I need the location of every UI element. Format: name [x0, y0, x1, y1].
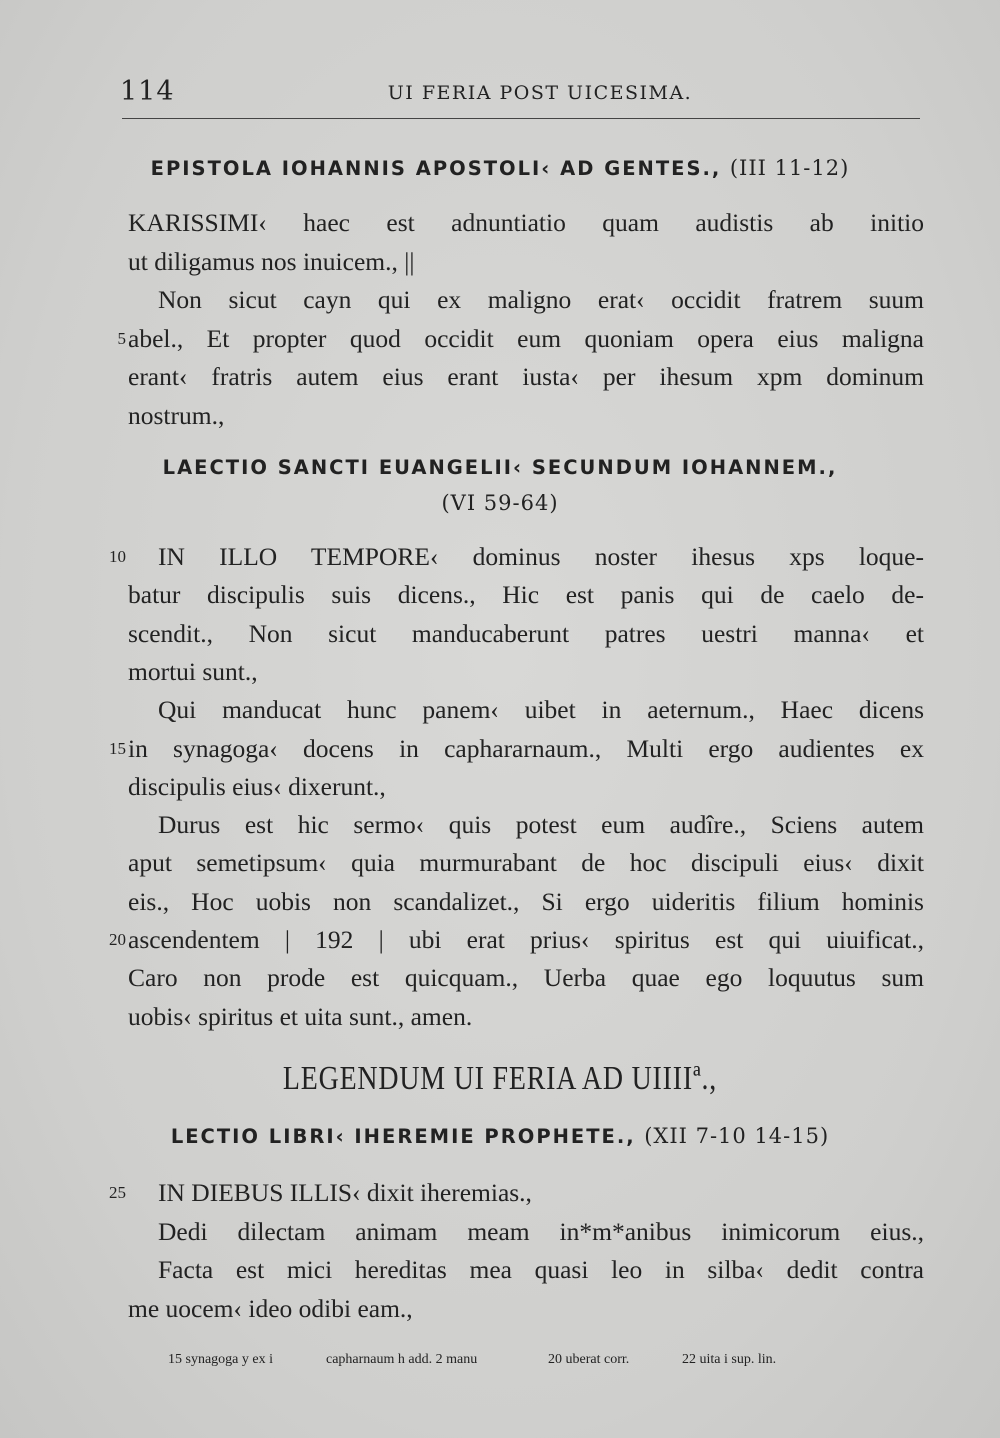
section-heading-euangelii	[0, 455, 1000, 480]
text-line: aput semetipsum‹ quia murmurabant de hoc discipuli eius‹ dixit	[128, 848, 924, 878]
text-line: batur discipulis suis dicens., Hic est panis qui de caelo de-	[128, 580, 924, 610]
text-line: Facta est mici hereditas mea quasi leo in silba‹ dedit contra	[158, 1255, 924, 1284]
text-line: abel., Et propter quod occidit eum quoniam opera eius maligna	[128, 323, 924, 353]
line-number: 25	[109, 1183, 126, 1202]
text-line: ut diligamus nos inuicem., ||	[128, 246, 415, 276]
line-number: 20	[109, 930, 126, 949]
heading-text: LAECTIO SANCTI EUANGELII‹ SECUNDUM IOHANNEM.,	[162, 456, 838, 479]
section-heading-iheremie	[0, 1124, 1000, 1149]
footnote: 20 uberat corr.	[548, 1352, 630, 1367]
text-line: IN ILLO TEMPORE‹ dominus noster ihesus xps loque-	[158, 542, 924, 571]
text-line: Dedi dilectam animam meam in*m*anibus inimicorum eius.,	[158, 1216, 924, 1246]
text-line: me uocem‹ ideo odibi eam.,	[128, 1293, 413, 1323]
text-line: nostrum.,	[128, 400, 225, 430]
legendum-heading: LEGENDUM UI FERIA AD UIIIIª.,	[282, 1060, 718, 1097]
text-line: scendit., Non sicut manducaberunt patres uestri manna‹ et	[128, 618, 924, 648]
text-line: in synagoga‹ docens in caphararnaum., Multi ergo audientes ex	[128, 733, 924, 763]
text-line: Caro non prode est quicquam., Uerba quae ego loquutus sum	[128, 963, 924, 993]
heading-text: EPISTOLA IOHANNIS APOSTOLI‹ AD GENTES.,	[150, 157, 722, 180]
text-line: Durus est hic sermo‹ quis potest eum audîre., Sciens autem	[158, 810, 924, 840]
text-line: erant‹ fratris autem eius erant iusta‹ per ihesum xpm dominum	[128, 362, 924, 391]
text-line: discipulis eius‹ dixerunt.,	[128, 771, 386, 801]
heading-text: LECTIO LIBRI‹ IHEREMIE PROPHETE.,	[170, 1125, 636, 1148]
text-line: Qui manducat hunc panem‹ uibet in aeternum., Haec dicens	[158, 695, 924, 725]
heading-reference: (III 11-12)	[729, 156, 850, 180]
section-heading-epistola	[0, 156, 1000, 181]
heading-reference: (VI 59-64)	[441, 491, 559, 515]
text-line: eis., Hoc uobis non scandalizet., Si ergo uideritis filium hominis	[128, 886, 924, 916]
footnote: 15 synagoga y ex i	[168, 1352, 273, 1367]
heading-reference: (XII 7-10 14-15)	[644, 1124, 830, 1148]
text-line: KARISSIMI‹ haec est adnuntiatio quam audistis ab initio	[128, 208, 924, 237]
footnote: 22 uita i sup. lin.	[682, 1352, 777, 1367]
header-rule	[122, 118, 920, 119]
text-line: uobis‹ spiritus et uita sunt., amen.	[128, 1001, 473, 1031]
page-header	[120, 76, 920, 116]
line-number: 15	[109, 738, 126, 758]
running-title: UI FERIA POST UICESIMA.	[387, 82, 693, 104]
text-line: ascendentem | 192 | ubi erat prius‹ spiritus est qui uiuificat.,	[128, 925, 924, 954]
text-line: mortui sunt.,	[128, 656, 258, 686]
line-number: 10	[109, 547, 126, 566]
text-line: IN DIEBUS ILLIS‹ dixit iheremias.,	[158, 1178, 532, 1207]
page-number: 114	[120, 76, 175, 107]
footnote: capharnaum h add. 2 manu	[326, 1352, 478, 1367]
line-number: 5	[117, 328, 126, 348]
text-line: Non sicut cayn qui ex maligno erat‹ occidit fratrem suum	[158, 285, 924, 314]
